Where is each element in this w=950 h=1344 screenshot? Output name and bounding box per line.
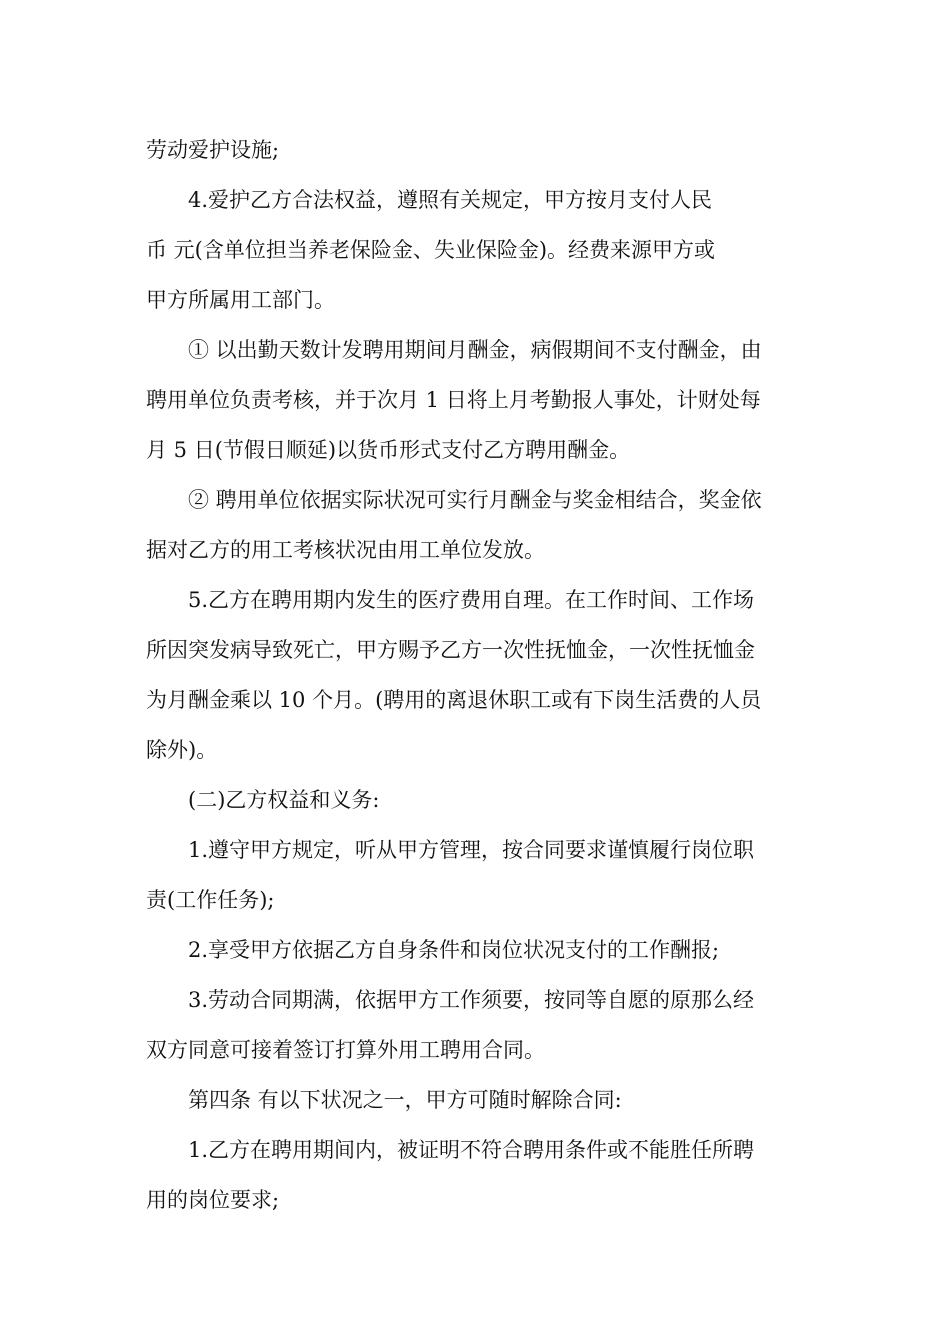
section-heading: (二)乙方权益和义务: [188,788,380,812]
text-line: 用的岗位要求; [146,1188,280,1212]
text-line: 劳动爱护设施; [146,138,280,162]
text-line: ① 以出勤天数计发聘用期间月酬金，病假期间不支付酬金，由 [188,338,762,362]
text-line: ② 聘用单位依据实际状况可实行月酬金与奖金相结合，奖金依 [188,488,762,512]
text-line: 4.爱护乙方合法权益，遵照有关规定，甲方按月支付人民 [188,188,713,212]
text-line: 甲方所属用工部门。 [146,288,335,312]
text-line: 2.享受甲方依据乙方自身条件和岗位状况支付的工作酬报; [188,938,720,962]
text-line: 双方同意可接着签订打算外用工聘用合同。 [146,1038,545,1062]
article-heading: 第四条 有以下状况之一，甲方可随时解除合同: [188,1088,622,1112]
text-line: 除外)。 [146,738,218,762]
text-line: 所因突发病导致死亡，甲方赐予乙方一次性抚恤金，一次性抚恤金 [146,638,755,662]
text-line: 3.劳动合同期满，依据甲方工作须要，按同等自愿的原那么经 [188,988,755,1012]
text-line: 币 元(含单位担当养老保险金、失业保险金)。经费来源甲方或 [146,238,716,262]
text-line: 为月酬金乘以 10 个月。(聘用的离退休职工或有下岗生活费的人员 [146,688,762,712]
text-line: 据对乙方的用工考核状况由用工单位发放。 [146,538,545,562]
text-line: 月 5 日(节假日顺延)以货币形式支付乙方聘用酬金。 [146,438,631,462]
text-line: 1.乙方在聘用期间内，被证明不符合聘用条件或不能胜任所聘 [188,1138,755,1162]
text-line: 5.乙方在聘用期内发生的医疗费用自理。在工作时间、工作场 [188,588,755,612]
text-line: 责(工作任务); [146,888,275,912]
text-line: 聘用单位负责考核，并于次月 1 日将上月考勤报人事处，计财处每 [146,388,761,412]
text-line: 1.遵守甲方规定，听从甲方管理，按合同要求谨慎履行岗位职 [188,838,755,862]
